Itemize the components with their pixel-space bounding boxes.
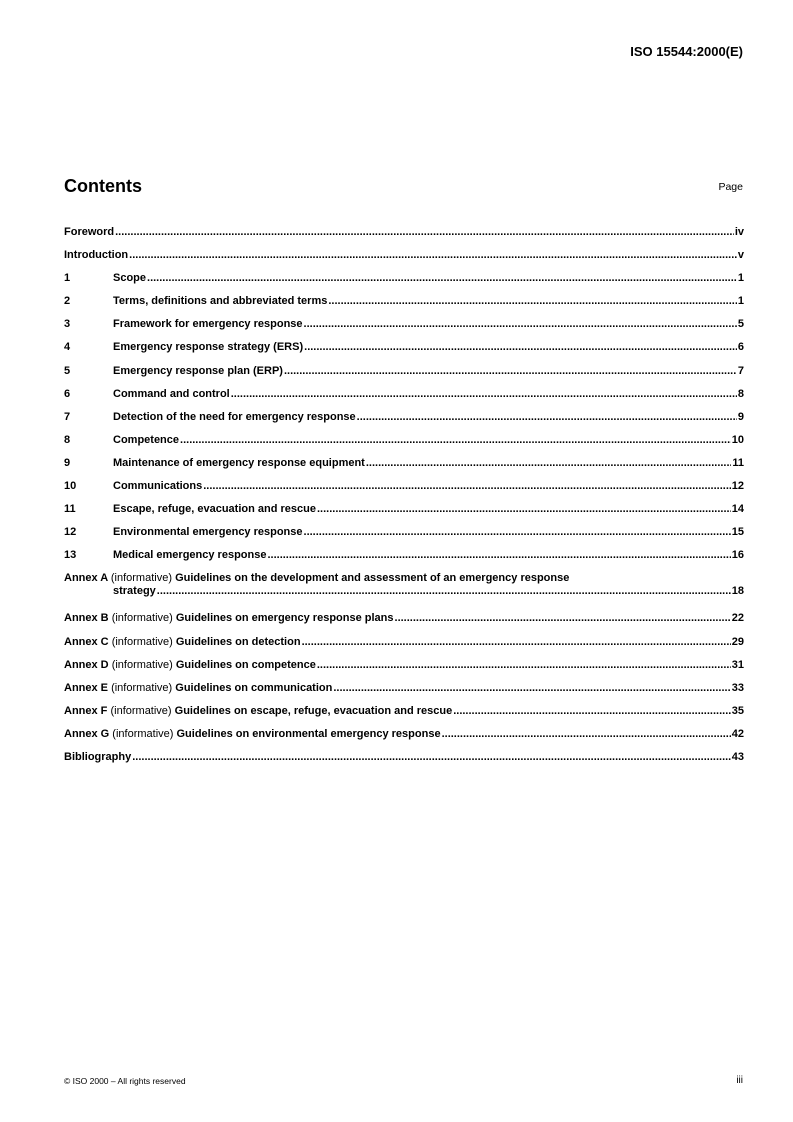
annex-label: Annex G [64,727,110,740]
toc-entry-annex-d[interactable] [64,659,744,682]
toc-entry-page: 42 [731,727,744,740]
toc-entry-page: 1 [737,295,744,308]
clause-number: 6 [64,387,71,400]
leader-dots [203,480,731,493]
toc-entry-title: Emergency response plan (ERP) [113,364,283,377]
toc-entry-introduction[interactable] [64,249,744,272]
toc-entry-title: Detection of the need for emergency response [113,410,356,423]
toc-entry-title: Escape, refuge, evacuation and rescue [113,503,316,516]
leader-dots [333,682,730,695]
toc-entry-clause[interactable] [64,388,744,411]
toc-entry-clause[interactable] [64,526,744,549]
clause-number: 11 [64,503,76,516]
leader-dots [302,636,731,649]
toc-entry-clause[interactable] [64,295,744,318]
toc-entry-clause[interactable] [64,318,744,341]
toc-entry-page: 33 [731,681,744,694]
contents-title: Contents [64,176,142,196]
toc-entry-page: 12 [731,480,744,493]
clause-number: 12 [64,526,77,539]
toc-entry-clause[interactable] [64,272,744,295]
toc-entry-clause[interactable] [64,457,744,480]
annex-label: Annex D [64,658,109,671]
toc-entry-page: 22 [731,612,744,625]
annex-kind: (informative) [111,658,173,671]
toc-entry-title: Guidelines on environmental emergency response [176,727,441,740]
toc-entry-page: 43 [731,750,744,763]
toc-entry-clause[interactable] [64,341,744,364]
leader-dots [328,295,737,308]
toc-entry-title: Framework for emergency response [113,318,303,331]
toc-entry-title: Command and control [113,387,230,400]
clause-number: 10 [64,480,77,493]
toc-entry-title: Guidelines on competence [175,658,316,671]
toc-entry-foreword[interactable] [64,226,744,249]
leader-dots [231,388,737,401]
toc-entry-clause[interactable] [64,549,744,572]
leader-dots [132,751,731,764]
toc-entry-clause[interactable] [64,503,744,526]
toc-entry-page: iv [734,226,744,238]
clause-number: 2 [64,295,71,308]
leader-dots [284,365,737,378]
clause-number: 5 [64,364,71,377]
toc-entry-annex-b[interactable] [64,612,744,635]
document-id: ISO 15544:2000(E) [630,44,743,59]
toc-entry-title: Communications [113,480,203,493]
toc-entry-clause[interactable] [64,434,744,457]
toc-entry-annex-c[interactable] [64,636,744,659]
leader-dots [453,705,731,718]
toc-entry-title: Emergency response strategy (ERS) [113,341,304,354]
leader-dots [395,612,731,625]
leader-dots [157,585,731,598]
leader-dots [129,249,737,262]
toc-entry-title: Foreword [64,226,115,238]
toc-entry-page: 10 [731,433,744,446]
toc-entry-page: 15 [731,526,744,539]
table-of-contents [64,226,744,774]
leader-dots [304,318,737,331]
footer-page-number: iii [736,1075,743,1086]
annex-kind: (informative) [112,727,174,740]
annex-label: Annex A [64,572,108,585]
toc-entry-title: Medical emergency response [113,549,267,562]
annex-label: Annex F [64,704,108,717]
annex-label: Annex E [64,681,109,694]
leader-dots [357,411,737,424]
toc-entry-title: Introduction [64,249,129,262]
toc-entry-title: Guidelines on escape, refuge, evacuation and rescue [174,704,453,717]
toc-entry-clause[interactable] [64,365,744,388]
annex-kind: (informative) [111,635,173,648]
toc-entry-page: 6 [737,341,744,354]
toc-entry-page: 16 [731,549,744,562]
annex-kind: (informative) [110,704,172,717]
toc-entry-page: v [737,249,744,262]
toc-entry-title-continued: strategy [113,585,156,598]
toc-entry-page: 5 [737,318,744,331]
leader-dots [115,226,734,239]
toc-entry-title: Bibliography [64,750,132,763]
toc-entry-title: Competence [113,433,180,446]
toc-entry-page: 8 [737,387,744,400]
clause-number: 1 [64,272,71,285]
annex-kind: (informative) [111,681,173,694]
leader-dots [304,341,737,354]
leader-dots [304,526,731,539]
toc-entry-annex-a[interactable] [64,572,744,612]
page-column-label: Page [718,181,743,193]
clause-number: 8 [64,433,71,446]
clause-number: 3 [64,318,71,331]
toc-entry-clause[interactable] [64,411,744,434]
toc-entry-annex-e[interactable] [64,682,744,705]
leader-dots [180,434,731,447]
toc-entry-page: 11 [732,456,744,469]
toc-entry-page: 18 [731,585,744,598]
leader-dots [442,728,731,741]
clause-number: 9 [64,456,71,469]
toc-entry-page: 14 [731,503,744,516]
toc-entry-title: Environmental emergency response [113,526,303,539]
toc-entry-clause[interactable] [64,480,744,503]
toc-entry-title: Guidelines on the development and assessment of an emergency response [175,572,570,585]
toc-entry-annex-f[interactable] [64,705,744,728]
clause-number: 7 [64,410,71,423]
toc-entry-page: 7 [737,364,744,377]
toc-entry-title: Terms, definitions and abbreviated terms [113,295,328,308]
toc-entry-page: 9 [737,410,744,423]
annex-kind: (informative) [110,572,172,585]
toc-entry-page: 35 [731,704,744,717]
toc-entry-title: Guidelines on detection [175,635,301,648]
leader-dots [147,272,737,285]
annex-kind: (informative) [111,612,173,625]
toc-entry-page: 31 [731,658,744,671]
leader-dots [267,549,730,562]
toc-entry-bibliography[interactable] [64,751,744,774]
leader-dots [317,659,731,672]
annex-label: Annex B [64,612,109,625]
leader-dots [366,457,732,470]
clause-number: 4 [64,341,71,354]
annex-label: Annex C [64,635,109,648]
toc-entry-title: Guidelines on communication [175,681,333,694]
toc-entry-page: 1 [737,272,744,285]
toc-entry-title: Scope [113,272,147,285]
toc-entry-annex-g[interactable] [64,728,744,751]
toc-entry-title: Maintenance of emergency response equipment [113,456,365,469]
footer-copyright: © ISO 2000 – All rights reserved [64,1076,186,1086]
toc-entry-page: 29 [731,635,744,648]
leader-dots [317,503,731,516]
clause-number: 13 [64,549,77,562]
toc-entry-title: Guidelines on emergency response plans [175,612,394,625]
